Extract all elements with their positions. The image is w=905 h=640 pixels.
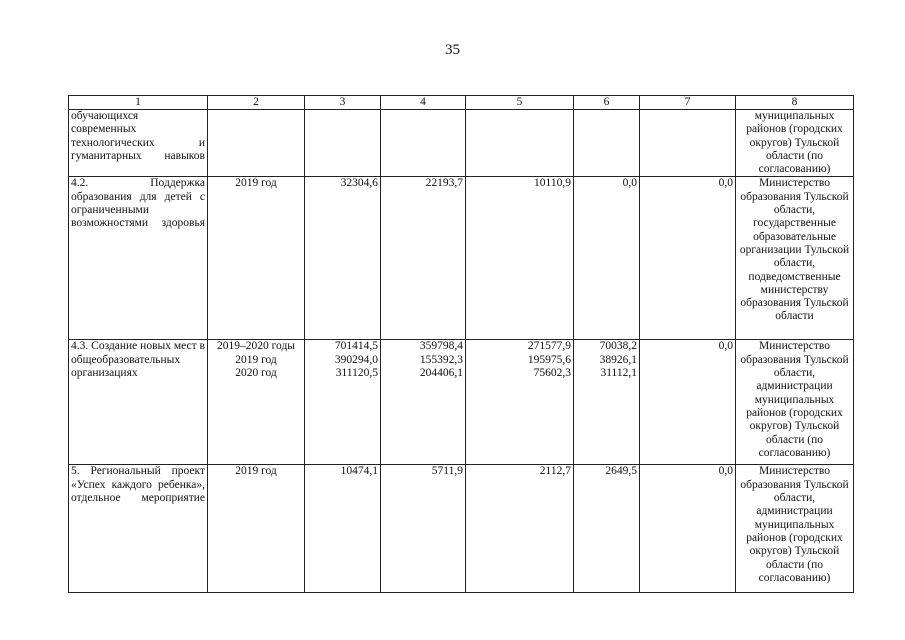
extrabudget-cell xyxy=(640,340,736,465)
regional-budget-value: 195975,6 xyxy=(527,353,571,366)
period-value: 2019–2020 годы xyxy=(216,340,296,353)
federal-budget-value: 5711,9 xyxy=(431,465,463,478)
regional-budget-value: 271577,9 xyxy=(527,340,571,353)
responsible-executor: Министерство образования Тульской области, администрации муниципальных районов (городских округов) Тульской области (по согласованию) xyxy=(740,340,849,459)
total-cell xyxy=(305,465,381,593)
local-budget-value: 31112,1 xyxy=(600,367,637,380)
measure-name: обучающихся современных технологических и гуманитарных навыков xyxy=(71,110,205,162)
federal-budget-cell xyxy=(381,465,466,593)
extrabudget-cell xyxy=(640,177,736,340)
local-budget-cell xyxy=(574,110,640,177)
local-budget-value: 0,0 xyxy=(622,177,637,190)
measure-name-cell xyxy=(69,340,208,465)
federal-budget-cell xyxy=(381,340,466,465)
local-budget-cell xyxy=(574,340,640,465)
total-value: 32304,6 xyxy=(340,177,378,190)
total-cell xyxy=(305,340,381,465)
local-budget-value: 2649,5 xyxy=(605,465,637,478)
measure-name: 4.3. Создание новых мест в общеобразовательных организациях xyxy=(71,340,205,380)
measure-name: 4.2. Поддержка образования для детей с ограниченными возможностями здоровья xyxy=(71,177,205,230)
table-row xyxy=(69,177,854,340)
extrabudget-value: 0,0 xyxy=(718,340,733,353)
total-cell xyxy=(305,177,381,340)
regional-budget-cell xyxy=(466,177,574,340)
local-budget-cell xyxy=(574,465,640,593)
column-header: 1 xyxy=(69,96,208,110)
responsible-cell xyxy=(736,110,854,177)
column-header: 7 xyxy=(640,96,736,110)
period-value: 2019 год xyxy=(235,177,277,190)
period-cell xyxy=(208,340,305,465)
federal-budget-value: 155392,3 xyxy=(419,353,463,366)
federal-budget-value: 22193,7 xyxy=(425,177,463,190)
period-value: 2019 год xyxy=(235,353,277,366)
federal-budget-value: 359798,4 xyxy=(419,340,463,353)
column-header: 5 xyxy=(466,96,574,110)
responsible-cell xyxy=(736,465,854,593)
period-value: 2020 год xyxy=(235,367,277,380)
total-value: 311120,5 xyxy=(335,367,378,380)
period-cell xyxy=(208,110,305,177)
regional-budget-cell xyxy=(466,110,574,177)
regional-budget-value: 10110,9 xyxy=(534,177,571,190)
measure-name-cell xyxy=(69,465,208,593)
local-budget-cell xyxy=(574,177,640,340)
column-header: 8 xyxy=(736,96,854,110)
column-header: 2 xyxy=(208,96,305,110)
extrabudget-cell xyxy=(640,465,736,593)
table-header-row xyxy=(69,96,854,110)
total-value: 701414,5 xyxy=(334,340,378,353)
federal-budget-cell xyxy=(381,110,466,177)
table-row xyxy=(69,340,854,465)
total-value: 390294,0 xyxy=(334,353,378,366)
column-header: 6 xyxy=(574,96,640,110)
extrabudget-cell xyxy=(640,110,736,177)
measure-name-cell xyxy=(69,110,208,177)
measure-name: 5. Региональный проект «Успех каждого ребенка», отдельное мероприятие xyxy=(71,465,205,505)
regional-budget-value: 2112,7 xyxy=(539,465,571,478)
period-cell xyxy=(208,465,305,593)
extrabudget-value: 0,0 xyxy=(718,465,733,478)
extrabudget-value: 0,0 xyxy=(718,177,733,190)
local-budget-value: 70038,2 xyxy=(599,340,637,353)
regional-budget-cell xyxy=(466,340,574,465)
period-value: 2019 год xyxy=(235,465,277,478)
responsible-cell xyxy=(736,340,854,465)
total-cell xyxy=(305,110,381,177)
responsible-executor: Министерство образования Тульской области, администрации муниципальных районов (городских округов) Тульской области (по согласованию) xyxy=(740,465,849,584)
local-budget-value: 38926,1 xyxy=(599,353,637,366)
federal-budget-value: 204406,1 xyxy=(419,367,463,380)
total-value: 10474,1 xyxy=(340,465,378,478)
page-number: 35 xyxy=(445,42,460,58)
federal-budget-cell xyxy=(381,177,466,340)
table-row xyxy=(69,465,854,593)
responsible-executor: Министерство образования Тульской области, государственные образовательные организации Тульской области, подведомственные министерству образования Тульской области xyxy=(739,177,850,323)
budget-table xyxy=(68,95,854,593)
measure-name-cell xyxy=(69,177,208,340)
period-cell xyxy=(208,177,305,340)
column-header: 3 xyxy=(305,96,381,110)
responsible-cell xyxy=(736,177,854,340)
table-row xyxy=(69,110,854,177)
regional-budget-value: 75602,3 xyxy=(533,367,571,380)
column-header: 4 xyxy=(381,96,466,110)
regional-budget-cell xyxy=(466,465,574,593)
responsible-executor: муниципальных районов (городских округов) Тульской области (по согласованию) xyxy=(746,110,843,176)
